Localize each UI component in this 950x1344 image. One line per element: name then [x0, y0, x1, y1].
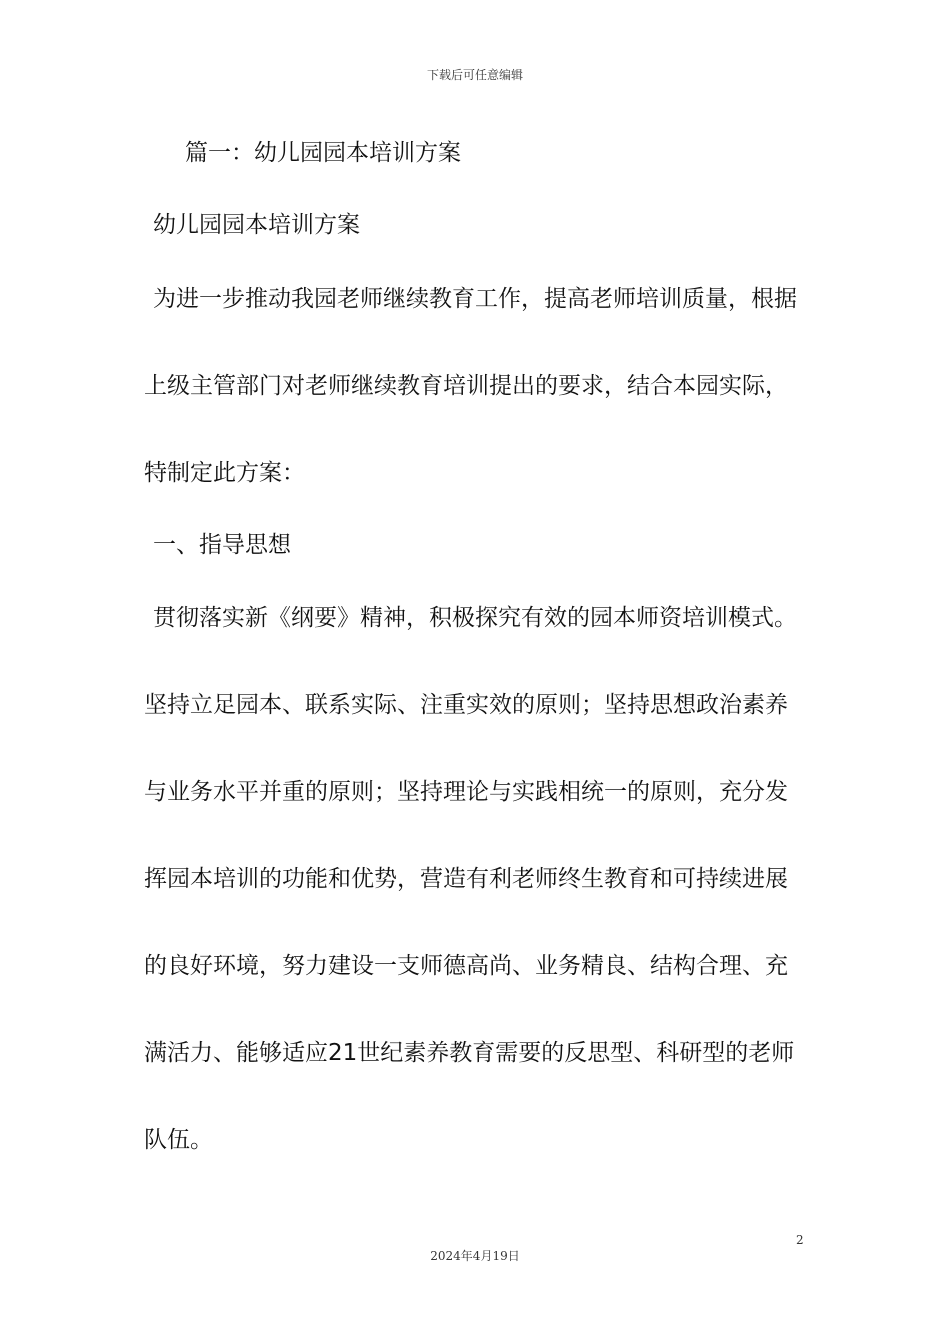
- paragraph-line: 与业务水平并重的原则；坚持理论与实践相统一的原则，充分发: [144, 779, 788, 805]
- document-title: 篇一：幼儿园园本培训方案: [185, 140, 461, 166]
- paragraph-line: 挥园本培训的功能和优势，营造有利老师终生教育和可持续进展: [144, 866, 788, 892]
- footer-date: 2024年4月19日: [430, 1249, 520, 1263]
- paragraph-line: 为进一步推动我园老师继续教育工作，提高老师培训质量，根据: [153, 286, 797, 312]
- paragraph-line: 上级主管部门对老师继续教育培训提出的要求，结合本园实际，: [144, 373, 788, 399]
- paragraph-line: 队伍。: [144, 1127, 213, 1153]
- paragraph-line: 满活力、能够适应21世纪素养教育需要的反思型、科研型的老师: [144, 1040, 795, 1066]
- page-number: 2: [796, 1233, 804, 1247]
- section-heading: 幼儿园园本培训方案: [153, 212, 360, 238]
- section-heading: 一、指导思想: [153, 532, 291, 558]
- paragraph-line: 的良好环境，努力建设一支师德高尚、业务精良、结构合理、充: [144, 953, 788, 979]
- paragraph-line: 特制定此方案：: [144, 460, 305, 486]
- paragraph-line: 坚持立足园本、联系实际、注重实效的原则；坚持思想政治素养: [144, 692, 788, 718]
- header-note: 下载后可任意编辑: [426, 68, 523, 82]
- paragraph-line: 贯彻落实新《纲要》精神，积极探究有效的园本师资培训模式。: [153, 605, 797, 631]
